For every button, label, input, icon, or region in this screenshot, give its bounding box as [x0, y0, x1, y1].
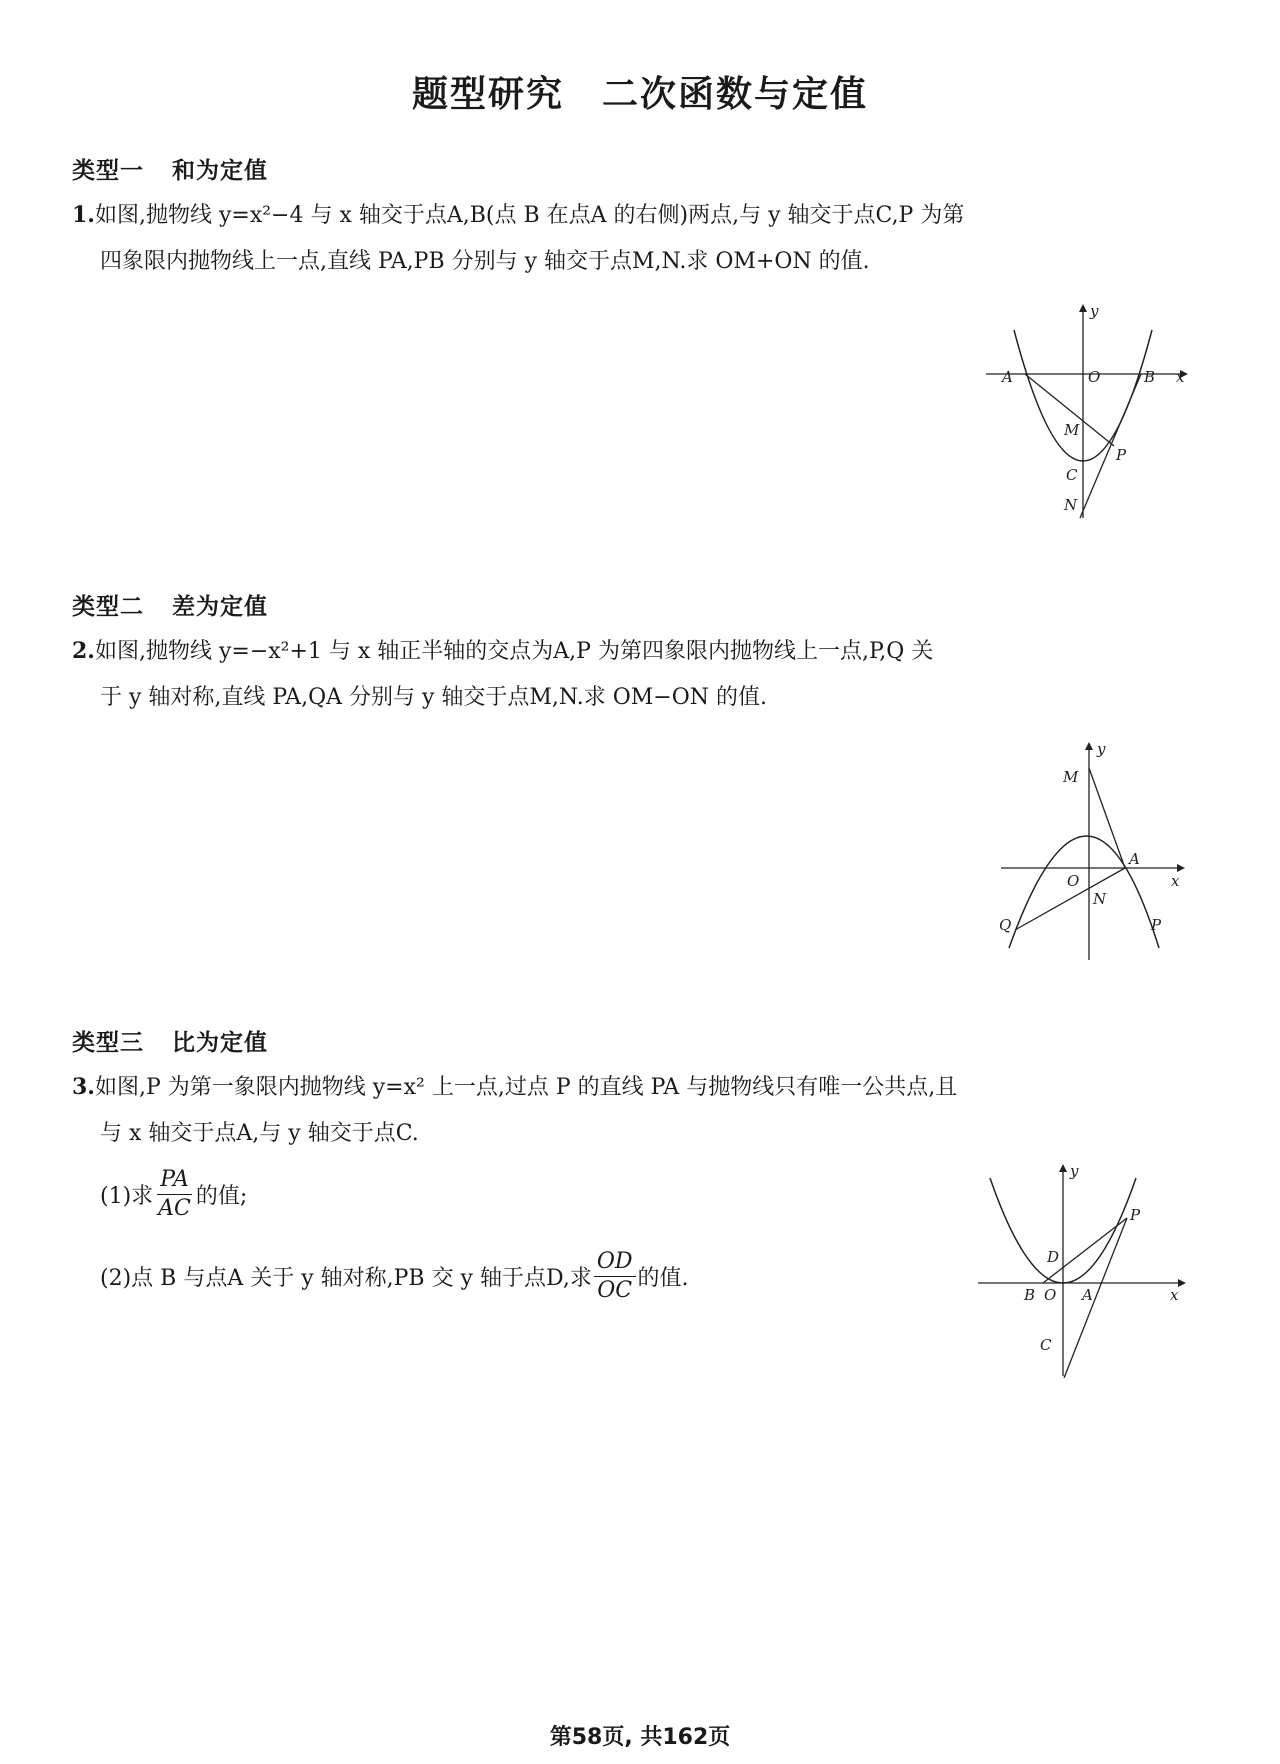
type-name: 和为定值 [172, 158, 268, 184]
label-y: y [1070, 1162, 1079, 1180]
y-axis-arrow-icon [1059, 1164, 1067, 1172]
problem-line: 如图,抛物线 y=x²−4 与 x 轴交于点A,B(点 B 在点A 的右侧)两点,与 y 轴交于点C,P 为第 [94, 203, 965, 228]
y-axis-arrow-icon [1085, 742, 1093, 750]
problem-3 [72, 1064, 1192, 1157]
label-a: A [1129, 850, 1140, 868]
problem-line: 如图,P 为第一象限内抛物线 y=x² 上一点,过点 P 的直线 PA 与抛物线只有唯一公共点,且 [94, 1075, 958, 1100]
type-heading-1 [72, 152, 268, 185]
label-a: A [1002, 368, 1013, 386]
label-d: D [1047, 1248, 1060, 1266]
label-p: P [1130, 1206, 1141, 1224]
fraction-pa-ac [155, 1166, 194, 1223]
fraction-denominator: OC [597, 1278, 633, 1303]
label-p: P [1116, 446, 1127, 464]
problem-2 [72, 628, 1192, 721]
part-prefix: (2)点 B 与点A 关于 y 轴对称,PB 交 y 轴于点D,求 [100, 1266, 592, 1291]
x-axis-arrow-icon [1178, 1279, 1186, 1287]
label-y: y [1097, 740, 1106, 758]
label-b: B [1024, 1286, 1036, 1304]
figure-2 [995, 738, 1200, 963]
label-o: O [1044, 1286, 1057, 1304]
problem-number: 3. [72, 1074, 95, 1100]
label-a: A [1082, 1286, 1093, 1304]
label-x: x [1171, 872, 1180, 890]
y-axis-arrow-icon [1079, 304, 1087, 312]
figure-1 [980, 300, 1200, 520]
part-prefix: (1)求 [100, 1184, 154, 1209]
label-b: B [1144, 368, 1156, 386]
problem-3-part-2 [100, 1248, 689, 1305]
figure-3 [970, 1160, 1190, 1380]
x-axis-arrow-icon [1177, 864, 1185, 872]
label-m: M [1064, 421, 1080, 439]
part-suffix: 的值. [637, 1266, 689, 1291]
problem-line: 于 y 轴对称,直线 PA,QA 分别与 y 轴交于点M,N.求 OM−ON 的值. [100, 685, 768, 710]
type-label: 类型三 [72, 1030, 144, 1056]
type-heading-3 [72, 1024, 268, 1057]
line-pa [1089, 768, 1125, 868]
type-label: 类型一 [72, 158, 144, 184]
problem-line: 如图,抛物线 y=−x²+1 与 x 轴正半轴的交点为A,P 为第四象限内抛物线上一点,P,Q 关 [94, 639, 934, 664]
type-name: 比为定值 [172, 1030, 268, 1056]
fraction-numerator: PA [157, 1166, 192, 1195]
label-o: O [1088, 368, 1101, 386]
label-q: Q [999, 916, 1012, 934]
type-heading-2 [72, 588, 268, 621]
label-p: P [1151, 916, 1162, 934]
label-y: y [1090, 302, 1099, 320]
label-c: C [1040, 1336, 1052, 1354]
label-o: O [1067, 872, 1080, 890]
line-pb [1080, 374, 1141, 518]
problem-number: 2. [72, 638, 95, 664]
label-n: N [1093, 890, 1107, 908]
page-footer: 第58页, 共162页 [549, 1725, 731, 1750]
label-x: x [1176, 368, 1185, 386]
label-c: C [1066, 466, 1078, 484]
problem-line: 四象限内抛物线上一点,直线 PA,PB 分别与 y 轴交于点M,N.求 OM+ON 的值. [100, 249, 870, 274]
problem-1 [72, 192, 1192, 285]
label-m: M [1063, 768, 1079, 786]
problem-line: 与 x 轴交于点A,与 y 轴交于点C. [100, 1121, 419, 1146]
type-label: 类型二 [72, 594, 144, 620]
page-title: 题型研究 二次函数与定值 [411, 74, 868, 115]
fraction-numerator: OD [594, 1248, 636, 1277]
problem-number: 1. [72, 202, 95, 228]
problem-3-part-1 [100, 1166, 247, 1223]
label-n: N [1064, 496, 1078, 514]
label-x: x [1170, 1286, 1179, 1304]
fraction-denominator: AC [158, 1196, 191, 1221]
fraction-od-oc [594, 1248, 636, 1305]
type-name: 差为定值 [172, 594, 268, 620]
part-suffix: 的值; [195, 1184, 248, 1209]
